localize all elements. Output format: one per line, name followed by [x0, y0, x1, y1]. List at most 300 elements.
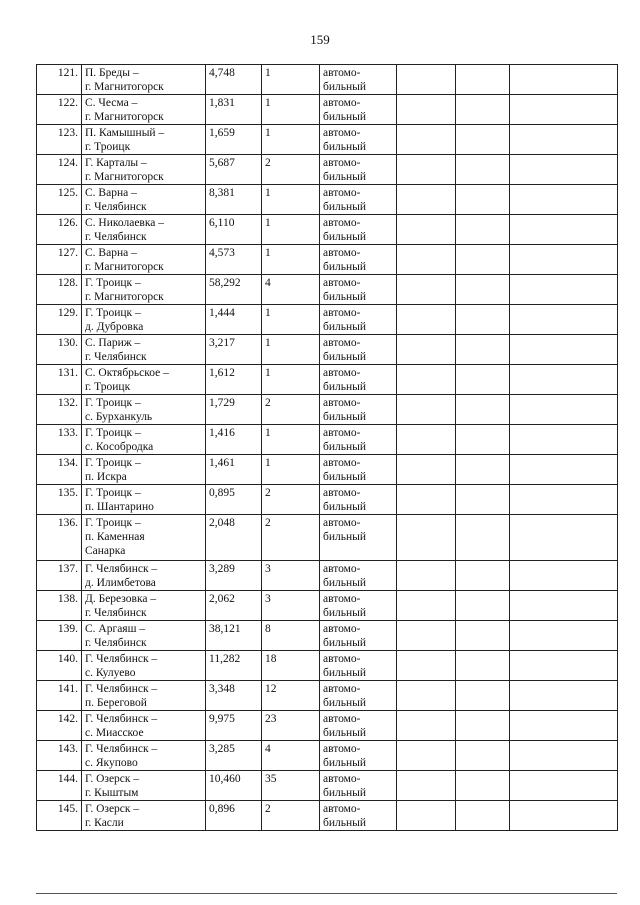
empty-cell	[510, 711, 618, 741]
table-row	[37, 741, 618, 771]
count-cell: 2	[262, 801, 320, 831]
empty-cell	[397, 711, 456, 741]
route-line: д. Дубровка	[85, 321, 144, 333]
transport-mode-line: бильный	[323, 531, 367, 543]
count-cell: 18	[262, 651, 320, 681]
route-cell	[82, 591, 206, 621]
transport-mode-line: автомо-	[323, 803, 361, 815]
empty-cell	[510, 125, 618, 155]
route-line: п. Каменная	[85, 531, 145, 543]
transport-mode-cell	[320, 485, 397, 515]
empty-cell	[456, 245, 510, 275]
empty-cell	[397, 335, 456, 365]
empty-cell	[397, 425, 456, 455]
transport-mode-cell	[320, 621, 397, 651]
transport-mode-line: автомо-	[323, 517, 361, 529]
transport-mode-line: автомо-	[323, 563, 361, 575]
count-cell: 3	[262, 591, 320, 621]
length-cell: 1,444	[206, 305, 262, 335]
route-cell	[82, 365, 206, 395]
route-line: С. Чесма –	[85, 97, 138, 109]
route-line: п. Шантарино	[85, 501, 154, 513]
table-row	[37, 515, 618, 561]
row-number: 132.	[37, 395, 82, 425]
transport-mode-line: автомо-	[323, 307, 361, 319]
empty-cell	[397, 185, 456, 215]
empty-cell	[456, 711, 510, 741]
transport-mode-cell	[320, 771, 397, 801]
transport-mode-line: автомо-	[323, 397, 361, 409]
transport-mode-cell	[320, 515, 397, 561]
transport-mode-line: бильный	[323, 697, 367, 709]
empty-cell	[456, 215, 510, 245]
table-row	[37, 681, 618, 711]
count-cell: 3	[262, 561, 320, 591]
length-cell: 4,573	[206, 245, 262, 275]
route-line: Г. Троицк –	[85, 457, 141, 469]
row-number: 123.	[37, 125, 82, 155]
empty-cell	[456, 591, 510, 621]
empty-cell	[510, 681, 618, 711]
transport-mode-cell	[320, 335, 397, 365]
count-cell: 2	[262, 155, 320, 185]
empty-cell	[397, 215, 456, 245]
transport-mode-cell	[320, 395, 397, 425]
route-cell	[82, 95, 206, 125]
count-cell: 8	[262, 621, 320, 651]
route-cell	[82, 741, 206, 771]
route-line: г. Челябинск	[85, 351, 147, 363]
empty-cell	[456, 125, 510, 155]
empty-cell	[397, 65, 456, 95]
transport-mode-line: бильный	[323, 757, 367, 769]
transport-mode-cell	[320, 711, 397, 741]
empty-cell	[456, 515, 510, 561]
route-line: Санарка	[85, 545, 126, 557]
count-cell: 1	[262, 125, 320, 155]
empty-cell	[397, 741, 456, 771]
table-row	[37, 335, 618, 365]
transport-mode-line: бильный	[323, 261, 367, 273]
empty-cell	[456, 65, 510, 95]
table-row	[37, 711, 618, 741]
empty-cell	[397, 305, 456, 335]
transport-mode-line: бильный	[323, 817, 367, 829]
length-cell: 9,975	[206, 711, 262, 741]
empty-cell	[510, 455, 618, 485]
route-line: Г. Троицк –	[85, 517, 141, 529]
route-cell	[82, 651, 206, 681]
transport-mode-cell	[320, 741, 397, 771]
transport-mode-line: бильный	[323, 321, 367, 333]
empty-cell	[510, 591, 618, 621]
transport-mode-cell	[320, 65, 397, 95]
row-number: 135.	[37, 485, 82, 515]
route-line: Г. Челябинск –	[85, 713, 158, 725]
empty-cell	[510, 741, 618, 771]
empty-cell	[397, 275, 456, 305]
length-cell: 11,282	[206, 651, 262, 681]
empty-cell	[456, 561, 510, 591]
empty-cell	[397, 681, 456, 711]
length-cell: 1,461	[206, 455, 262, 485]
count-cell: 1	[262, 305, 320, 335]
route-line: г. Троицк	[85, 141, 131, 153]
route-cell	[82, 215, 206, 245]
route-cell	[82, 621, 206, 651]
row-number: 137.	[37, 561, 82, 591]
route-line: П. Бреды –	[85, 67, 139, 79]
route-line: г. Касли	[85, 817, 124, 829]
empty-cell	[456, 185, 510, 215]
empty-cell	[456, 621, 510, 651]
route-cell	[82, 771, 206, 801]
route-cell	[82, 801, 206, 831]
route-cell	[82, 245, 206, 275]
transport-mode-line: автомо-	[323, 487, 361, 499]
row-number: 138.	[37, 591, 82, 621]
transport-mode-line: бильный	[323, 441, 367, 453]
route-line: Г. Челябинск –	[85, 563, 158, 575]
route-cell	[82, 125, 206, 155]
transport-mode-cell	[320, 425, 397, 455]
row-number: 127.	[37, 245, 82, 275]
transport-mode-line: автомо-	[323, 713, 361, 725]
route-cell	[82, 425, 206, 455]
length-cell: 1,612	[206, 365, 262, 395]
route-line: С. Октябрьское –	[85, 367, 169, 379]
table-row	[37, 771, 618, 801]
table-row	[37, 275, 618, 305]
transport-mode-line: бильный	[323, 201, 367, 213]
empty-cell	[456, 801, 510, 831]
route-cell	[82, 275, 206, 305]
empty-cell	[510, 771, 618, 801]
route-line: с. Кулуево	[85, 667, 136, 679]
route-line: С. Аргаяш –	[85, 623, 146, 635]
count-cell: 12	[262, 681, 320, 711]
route-line: Г. Озерск –	[85, 773, 140, 785]
length-cell: 0,896	[206, 801, 262, 831]
transport-mode-line: бильный	[323, 141, 367, 153]
transport-mode-line: бильный	[323, 81, 367, 93]
row-number: 131.	[37, 365, 82, 395]
row-number: 129.	[37, 305, 82, 335]
transport-mode-cell	[320, 455, 397, 485]
route-cell	[82, 65, 206, 95]
table-row	[37, 215, 618, 245]
empty-cell	[456, 395, 510, 425]
route-line: г. Челябинск	[85, 607, 147, 619]
route-cell	[82, 485, 206, 515]
transport-mode-line: бильный	[323, 727, 367, 739]
table-row	[37, 591, 618, 621]
table-row	[37, 801, 618, 831]
route-line: г. Магнитогорск	[85, 261, 164, 273]
route-line: г. Магнитогорск	[85, 291, 164, 303]
transport-mode-line: бильный	[323, 471, 367, 483]
route-line: Г. Карталы –	[85, 157, 147, 169]
route-cell	[82, 681, 206, 711]
route-line: С. Николаевка –	[85, 217, 165, 229]
transport-mode-line: автомо-	[323, 67, 361, 79]
route-line: г. Троицк	[85, 381, 131, 393]
transport-mode-line: бильный	[323, 231, 367, 243]
count-cell: 2	[262, 515, 320, 561]
length-cell: 8,381	[206, 185, 262, 215]
empty-cell	[397, 365, 456, 395]
empty-cell	[397, 771, 456, 801]
route-cell	[82, 561, 206, 591]
empty-cell	[397, 621, 456, 651]
transport-mode-cell	[320, 125, 397, 155]
empty-cell	[456, 365, 510, 395]
route-line: Г. Троицк –	[85, 427, 141, 439]
transport-mode-line: бильный	[323, 171, 367, 183]
route-line: п. Береговой	[85, 697, 147, 709]
count-cell: 4	[262, 741, 320, 771]
row-number: 126.	[37, 215, 82, 245]
route-line: п. Искра	[85, 471, 127, 483]
count-cell: 1	[262, 185, 320, 215]
empty-cell	[456, 335, 510, 365]
transport-mode-line: автомо-	[323, 157, 361, 169]
route-line: г. Челябинск	[85, 231, 147, 243]
route-cell	[82, 455, 206, 485]
row-number: 133.	[37, 425, 82, 455]
empty-cell	[397, 561, 456, 591]
count-cell: 1	[262, 425, 320, 455]
empty-cell	[510, 65, 618, 95]
length-cell: 10,460	[206, 771, 262, 801]
empty-cell	[456, 681, 510, 711]
table-row	[37, 651, 618, 681]
row-number: 128.	[37, 275, 82, 305]
transport-mode-line: автомо-	[323, 593, 361, 605]
empty-cell	[510, 185, 618, 215]
transport-mode-line: автомо-	[323, 217, 361, 229]
row-number: 140.	[37, 651, 82, 681]
empty-cell	[510, 335, 618, 365]
page-number: 159	[310, 32, 330, 47]
count-cell: 35	[262, 771, 320, 801]
length-cell: 4,748	[206, 65, 262, 95]
empty-cell	[510, 95, 618, 125]
route-line: г. Челябинск	[85, 637, 147, 649]
length-cell: 2,062	[206, 591, 262, 621]
empty-cell	[510, 365, 618, 395]
transport-mode-line: бильный	[323, 637, 367, 649]
length-cell: 3,217	[206, 335, 262, 365]
route-line: г. Магнитогорск	[85, 81, 164, 93]
transport-mode-line: бильный	[323, 501, 367, 513]
transport-mode-line: автомо-	[323, 623, 361, 635]
transport-mode-line: бильный	[323, 667, 367, 679]
empty-cell	[397, 155, 456, 185]
length-cell: 0,895	[206, 485, 262, 515]
empty-cell	[510, 651, 618, 681]
row-number: 121.	[37, 65, 82, 95]
empty-cell	[510, 305, 618, 335]
transport-mode-cell	[320, 365, 397, 395]
count-cell: 1	[262, 245, 320, 275]
empty-cell	[456, 741, 510, 771]
empty-cell	[397, 651, 456, 681]
transport-mode-line: автомо-	[323, 97, 361, 109]
empty-cell	[456, 771, 510, 801]
route-line: г. Кыштым	[85, 787, 139, 799]
empty-cell	[397, 515, 456, 561]
transport-mode-cell	[320, 185, 397, 215]
transport-mode-cell	[320, 95, 397, 125]
transport-mode-line: автомо-	[323, 773, 361, 785]
route-line: г. Магнитогорск	[85, 171, 164, 183]
table-row	[37, 185, 618, 215]
empty-cell	[510, 561, 618, 591]
empty-cell	[510, 245, 618, 275]
route-line: Г. Озерск –	[85, 803, 140, 815]
route-line: Г. Троицк –	[85, 397, 141, 409]
row-number: 125.	[37, 185, 82, 215]
length-cell: 1,659	[206, 125, 262, 155]
route-line: Г. Челябинск –	[85, 653, 158, 665]
transport-mode-line: автомо-	[323, 683, 361, 695]
transport-mode-cell	[320, 591, 397, 621]
table-row	[37, 365, 618, 395]
row-number: 144.	[37, 771, 82, 801]
count-cell: 4	[262, 275, 320, 305]
table-row	[37, 65, 618, 95]
length-cell: 1,416	[206, 425, 262, 455]
route-line: с. Кособродка	[85, 441, 154, 453]
empty-cell	[510, 395, 618, 425]
route-line: Г. Троицк –	[85, 277, 141, 289]
length-cell: 3,285	[206, 741, 262, 771]
transport-mode-line: бильный	[323, 787, 367, 799]
empty-cell	[510, 215, 618, 245]
transport-mode-cell	[320, 275, 397, 305]
empty-cell	[397, 455, 456, 485]
length-cell: 1,831	[206, 95, 262, 125]
length-cell: 2,048	[206, 515, 262, 561]
table-row	[37, 425, 618, 455]
route-cell	[82, 515, 206, 561]
transport-mode-line: бильный	[323, 577, 367, 589]
empty-cell	[397, 245, 456, 275]
count-cell: 23	[262, 711, 320, 741]
transport-mode-line: бильный	[323, 607, 367, 619]
empty-cell	[397, 591, 456, 621]
route-line: С. Варна –	[85, 187, 137, 199]
transport-mode-line: бильный	[323, 411, 367, 423]
transport-mode-line: автомо-	[323, 277, 361, 289]
empty-cell	[456, 455, 510, 485]
transport-mode-line: автомо-	[323, 457, 361, 469]
empty-cell	[397, 485, 456, 515]
route-cell	[82, 305, 206, 335]
transport-mode-cell	[320, 651, 397, 681]
route-cell	[82, 395, 206, 425]
table-row	[37, 395, 618, 425]
bottom-rule	[36, 893, 617, 894]
empty-cell	[456, 305, 510, 335]
row-number: 136.	[37, 515, 82, 561]
row-number: 145.	[37, 801, 82, 831]
empty-cell	[456, 425, 510, 455]
empty-cell	[456, 485, 510, 515]
empty-cell	[397, 801, 456, 831]
transport-mode-cell	[320, 681, 397, 711]
route-line: С. Варна –	[85, 247, 137, 259]
count-cell: 1	[262, 65, 320, 95]
empty-cell	[510, 425, 618, 455]
table-row	[37, 95, 618, 125]
row-number: 141.	[37, 681, 82, 711]
route-cell	[82, 335, 206, 365]
count-cell: 1	[262, 455, 320, 485]
empty-cell	[510, 621, 618, 651]
length-cell: 5,687	[206, 155, 262, 185]
route-line: с. Бурханкуль	[85, 411, 153, 423]
count-cell: 2	[262, 485, 320, 515]
route-line: г. Челябинск	[85, 201, 147, 213]
table-row	[37, 561, 618, 591]
route-line: П. Камышный –	[85, 127, 165, 139]
count-cell: 1	[262, 95, 320, 125]
route-line: с. Миасское	[85, 727, 144, 739]
route-cell	[82, 155, 206, 185]
empty-cell	[510, 801, 618, 831]
route-line: Г. Челябинск –	[85, 683, 158, 695]
row-number: 134.	[37, 455, 82, 485]
length-cell: 1,729	[206, 395, 262, 425]
route-cell	[82, 711, 206, 741]
count-cell: 1	[262, 335, 320, 365]
empty-cell	[397, 125, 456, 155]
empty-cell	[397, 95, 456, 125]
empty-cell	[456, 651, 510, 681]
transport-mode-line: бильный	[323, 381, 367, 393]
transport-mode-cell	[320, 561, 397, 591]
length-cell: 58,292	[206, 275, 262, 305]
empty-cell	[456, 95, 510, 125]
routes-table	[36, 64, 618, 831]
route-cell	[82, 185, 206, 215]
transport-mode-line: бильный	[323, 291, 367, 303]
route-line: г. Магнитогорск	[85, 111, 164, 123]
transport-mode-line: автомо-	[323, 427, 361, 439]
route-line: Г. Троицк –	[85, 307, 141, 319]
row-number: 130.	[37, 335, 82, 365]
transport-mode-cell	[320, 305, 397, 335]
length-cell: 3,348	[206, 681, 262, 711]
length-cell: 3,289	[206, 561, 262, 591]
transport-mode-cell	[320, 155, 397, 185]
empty-cell	[397, 395, 456, 425]
row-number: 139.	[37, 621, 82, 651]
transport-mode-line: автомо-	[323, 187, 361, 199]
route-line: С. Париж –	[85, 337, 141, 349]
empty-cell	[456, 275, 510, 305]
table-row	[37, 125, 618, 155]
transport-mode-cell	[320, 245, 397, 275]
table-row	[37, 621, 618, 651]
transport-mode-line: автомо-	[323, 127, 361, 139]
route-line: Г. Челябинск –	[85, 743, 158, 755]
row-number: 122.	[37, 95, 82, 125]
row-number: 142.	[37, 711, 82, 741]
transport-mode-cell	[320, 801, 397, 831]
